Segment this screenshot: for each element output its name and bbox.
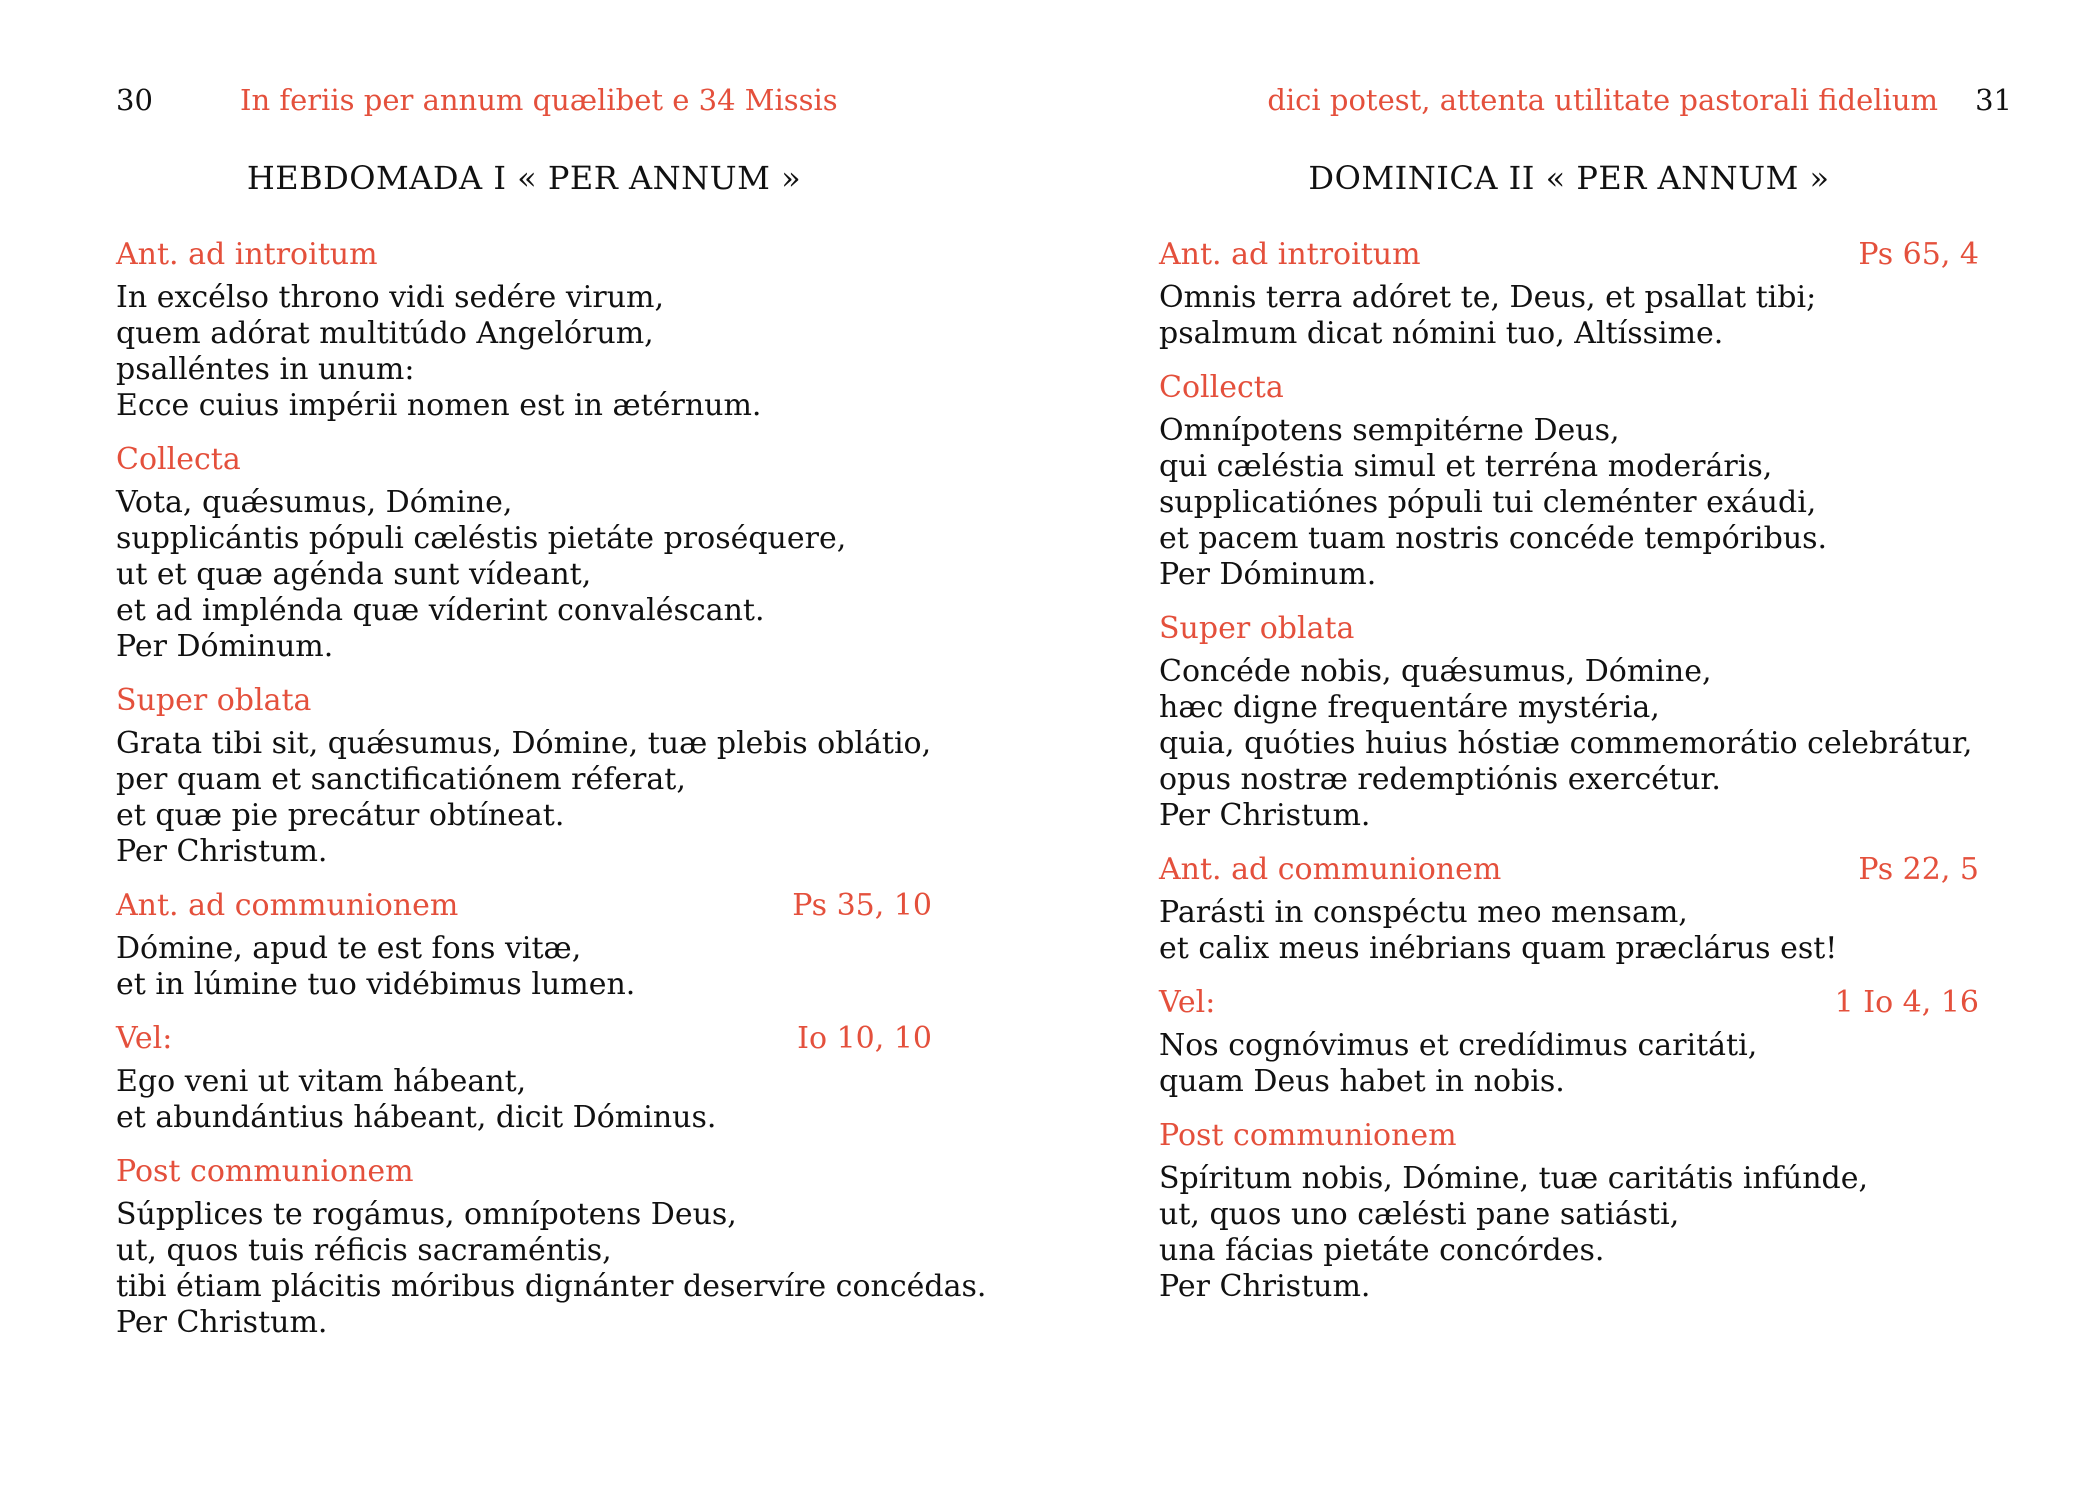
- page-number: 30: [116, 83, 153, 117]
- prayer-text-line: Per Dóminum.: [1159, 557, 1377, 592]
- prayer-text-line: Ecce cuius impérii nomen est in ætérnum.: [116, 388, 762, 423]
- prayer-text-line: psalmum dicat nómini tuo, Altíssime.: [1159, 316, 1724, 351]
- section-title: DOMINICA II « PER ANNUM »: [1308, 159, 1830, 197]
- prayer-text-line: Per Christum.: [116, 834, 328, 869]
- rubric-label: Vel:: [1159, 985, 1216, 1020]
- prayer-text-line: ut, quos uno cælésti pane satiásti,: [1159, 1197, 1680, 1232]
- rubric-row: [1159, 610, 1979, 648]
- rubric-row: [116, 1020, 932, 1058]
- prayer-text-line: et pacem tuam nostris concéde tempóribus.: [1159, 521, 1828, 556]
- prayer-text-line: Concéde nobis, quǽsumus, Dómine,: [1159, 654, 1712, 689]
- rubric-label: Super oblata: [1159, 611, 1355, 646]
- prayer-text-line: Súpplices te rogámus, omnípotens Deus,: [116, 1197, 737, 1232]
- rubric-row: [1159, 851, 1979, 889]
- prayer-text-line: Per Christum.: [116, 1305, 328, 1340]
- prayer-text-line: Nos cognóvimus et credídimus caritáti,: [1159, 1028, 1758, 1063]
- scripture-reference: Ps 65, 4: [1858, 237, 1979, 272]
- prayer-text-line: qui cæléstia simul et terréna moderáris,: [1159, 449, 1773, 484]
- prayer-text-line: et in lúmine tuo vidébimus lumen.: [116, 967, 636, 1002]
- prayer-block: [116, 682, 932, 870]
- page-content: [1159, 236, 1979, 1322]
- prayer-text-line: quia, quóties huius hóstiæ commemorátio celebrátur,: [1159, 726, 1973, 761]
- prayer-text-line: una fácias pietáte concórdes.: [1159, 1233, 1605, 1268]
- prayer-block: [116, 236, 932, 424]
- prayer-block: [116, 1020, 932, 1136]
- prayer-text-line: ut et quæ agénda sunt vídeant,: [116, 557, 592, 592]
- prayer-text-line: tibi étiam plácitis móribus dignánter deservíre concédas.: [116, 1269, 987, 1304]
- prayer-block: [1159, 984, 1979, 1100]
- rubric-label: Post communionem: [116, 1154, 414, 1189]
- rubric-row: [116, 682, 932, 720]
- prayer-text-line: et calix meus inébrians quam præclárus est!: [1159, 931, 1838, 966]
- right-page: [1039, 0, 2078, 1500]
- prayer-text-line: Parásti in conspéctu meo mensam,: [1159, 895, 1688, 930]
- prayer-text-line: Per Dóminum.: [116, 629, 334, 664]
- prayer-text-line: Per Christum.: [1159, 798, 1371, 833]
- prayer-text-line: psalléntes in unum:: [116, 352, 415, 387]
- rubric-label: Ant. ad communionem: [116, 888, 459, 923]
- prayer-text-line: ut, quos tuis réficis sacraméntis,: [116, 1233, 612, 1268]
- prayer-text-line: Omnípotens sempitérne Deus,: [1159, 413, 1620, 448]
- prayer-block: [116, 887, 932, 1003]
- prayer-block: [1159, 1117, 1979, 1305]
- prayer-text-line: Omnis terra adóret te, Deus, et psallat tibi;: [1159, 280, 1817, 315]
- prayer-text-line: Grata tibi sit, quǽsumus, Dómine, tuæ plebis oblátio,: [116, 726, 932, 761]
- rubric-label: Ant. ad introitum: [1159, 237, 1421, 272]
- rubric-row: [1159, 1117, 1979, 1155]
- page-content: [116, 236, 987, 1358]
- rubric-row: [1159, 369, 1979, 407]
- prayer-block: [116, 1153, 987, 1341]
- prayer-text-line: Dómine, apud te est fons vitæ,: [116, 931, 582, 966]
- rubric-label: Collecta: [116, 442, 241, 477]
- prayer-text-line: quem adórat multitúdo Angelórum,: [116, 316, 654, 351]
- rubric-label: Collecta: [1159, 370, 1284, 405]
- rubric-label: Ant. ad communionem: [1159, 852, 1502, 887]
- prayer-text-line: opus nostræ redemptiónis exercétur.: [1159, 762, 1721, 797]
- prayer-text-line: In excélso throno vidi sedére virum,: [116, 280, 665, 315]
- rubric-row: [116, 236, 932, 274]
- section-title: HEBDOMADA I « PER ANNUM »: [246, 159, 802, 197]
- scripture-reference: Ps 22, 5: [1858, 852, 1979, 887]
- scripture-reference: 1 Io 4, 16: [1834, 985, 1979, 1020]
- prayer-text-line: supplicatiónes pópuli tui cleménter exáudi,: [1159, 485, 1817, 520]
- prayer-text-line: et abundántius hábeant, dicit Dóminus.: [116, 1100, 717, 1135]
- rubric-row: [116, 887, 932, 925]
- prayer-text-line: et ad impléndа quæ víderint convaléscant.: [116, 593, 765, 628]
- prayer-block: [116, 441, 932, 665]
- rubric-row: [1159, 984, 1979, 1022]
- prayer-text-line: hæc digne frequentáre mystéria,: [1159, 690, 1660, 725]
- running-title: In feriis per annum quælibet e 34 Missis: [240, 83, 838, 117]
- rubric-label: Post communionem: [1159, 1118, 1457, 1153]
- rubric-row: [116, 1153, 932, 1191]
- scripture-reference: Io 10, 10: [797, 1021, 932, 1056]
- rubric-label: Ant. ad introitum: [116, 237, 378, 272]
- scripture-reference: Ps 35, 10: [792, 888, 932, 923]
- prayer-text-line: Ego veni ut vitam hábeant,: [116, 1064, 527, 1099]
- prayer-text-line: Per Christum.: [1159, 1269, 1371, 1304]
- prayer-text-line: et quæ pie precátur obtíneat.: [116, 798, 565, 833]
- rubric-row: [116, 441, 932, 479]
- rubric-label: Super oblata: [116, 683, 312, 718]
- running-title: dici potest, attenta utilitate pastorali fidelium: [1267, 83, 1938, 117]
- prayer-block: [1159, 610, 1979, 834]
- prayer-text-line: Vota, quǽsumus, Dómine,: [116, 485, 513, 520]
- prayer-block: [1159, 236, 1979, 352]
- prayer-text-line: supplicántis pópuli cæléstis pietáte proséquere,: [116, 521, 847, 556]
- rubric-label: Vel:: [116, 1021, 173, 1056]
- prayer-block: [1159, 851, 1979, 967]
- prayer-text-line: per quam et sanctificatiónem réferat,: [116, 762, 686, 797]
- prayer-text-line: quam Deus habet in nobis.: [1159, 1064, 1565, 1099]
- page-number: 31: [1975, 83, 2012, 117]
- prayer-block: [1159, 369, 1979, 593]
- prayer-text-line: Spíritum nobis, Dómine, tuæ caritátis infúnde,: [1159, 1161, 1869, 1196]
- rubric-row: [1159, 236, 1979, 274]
